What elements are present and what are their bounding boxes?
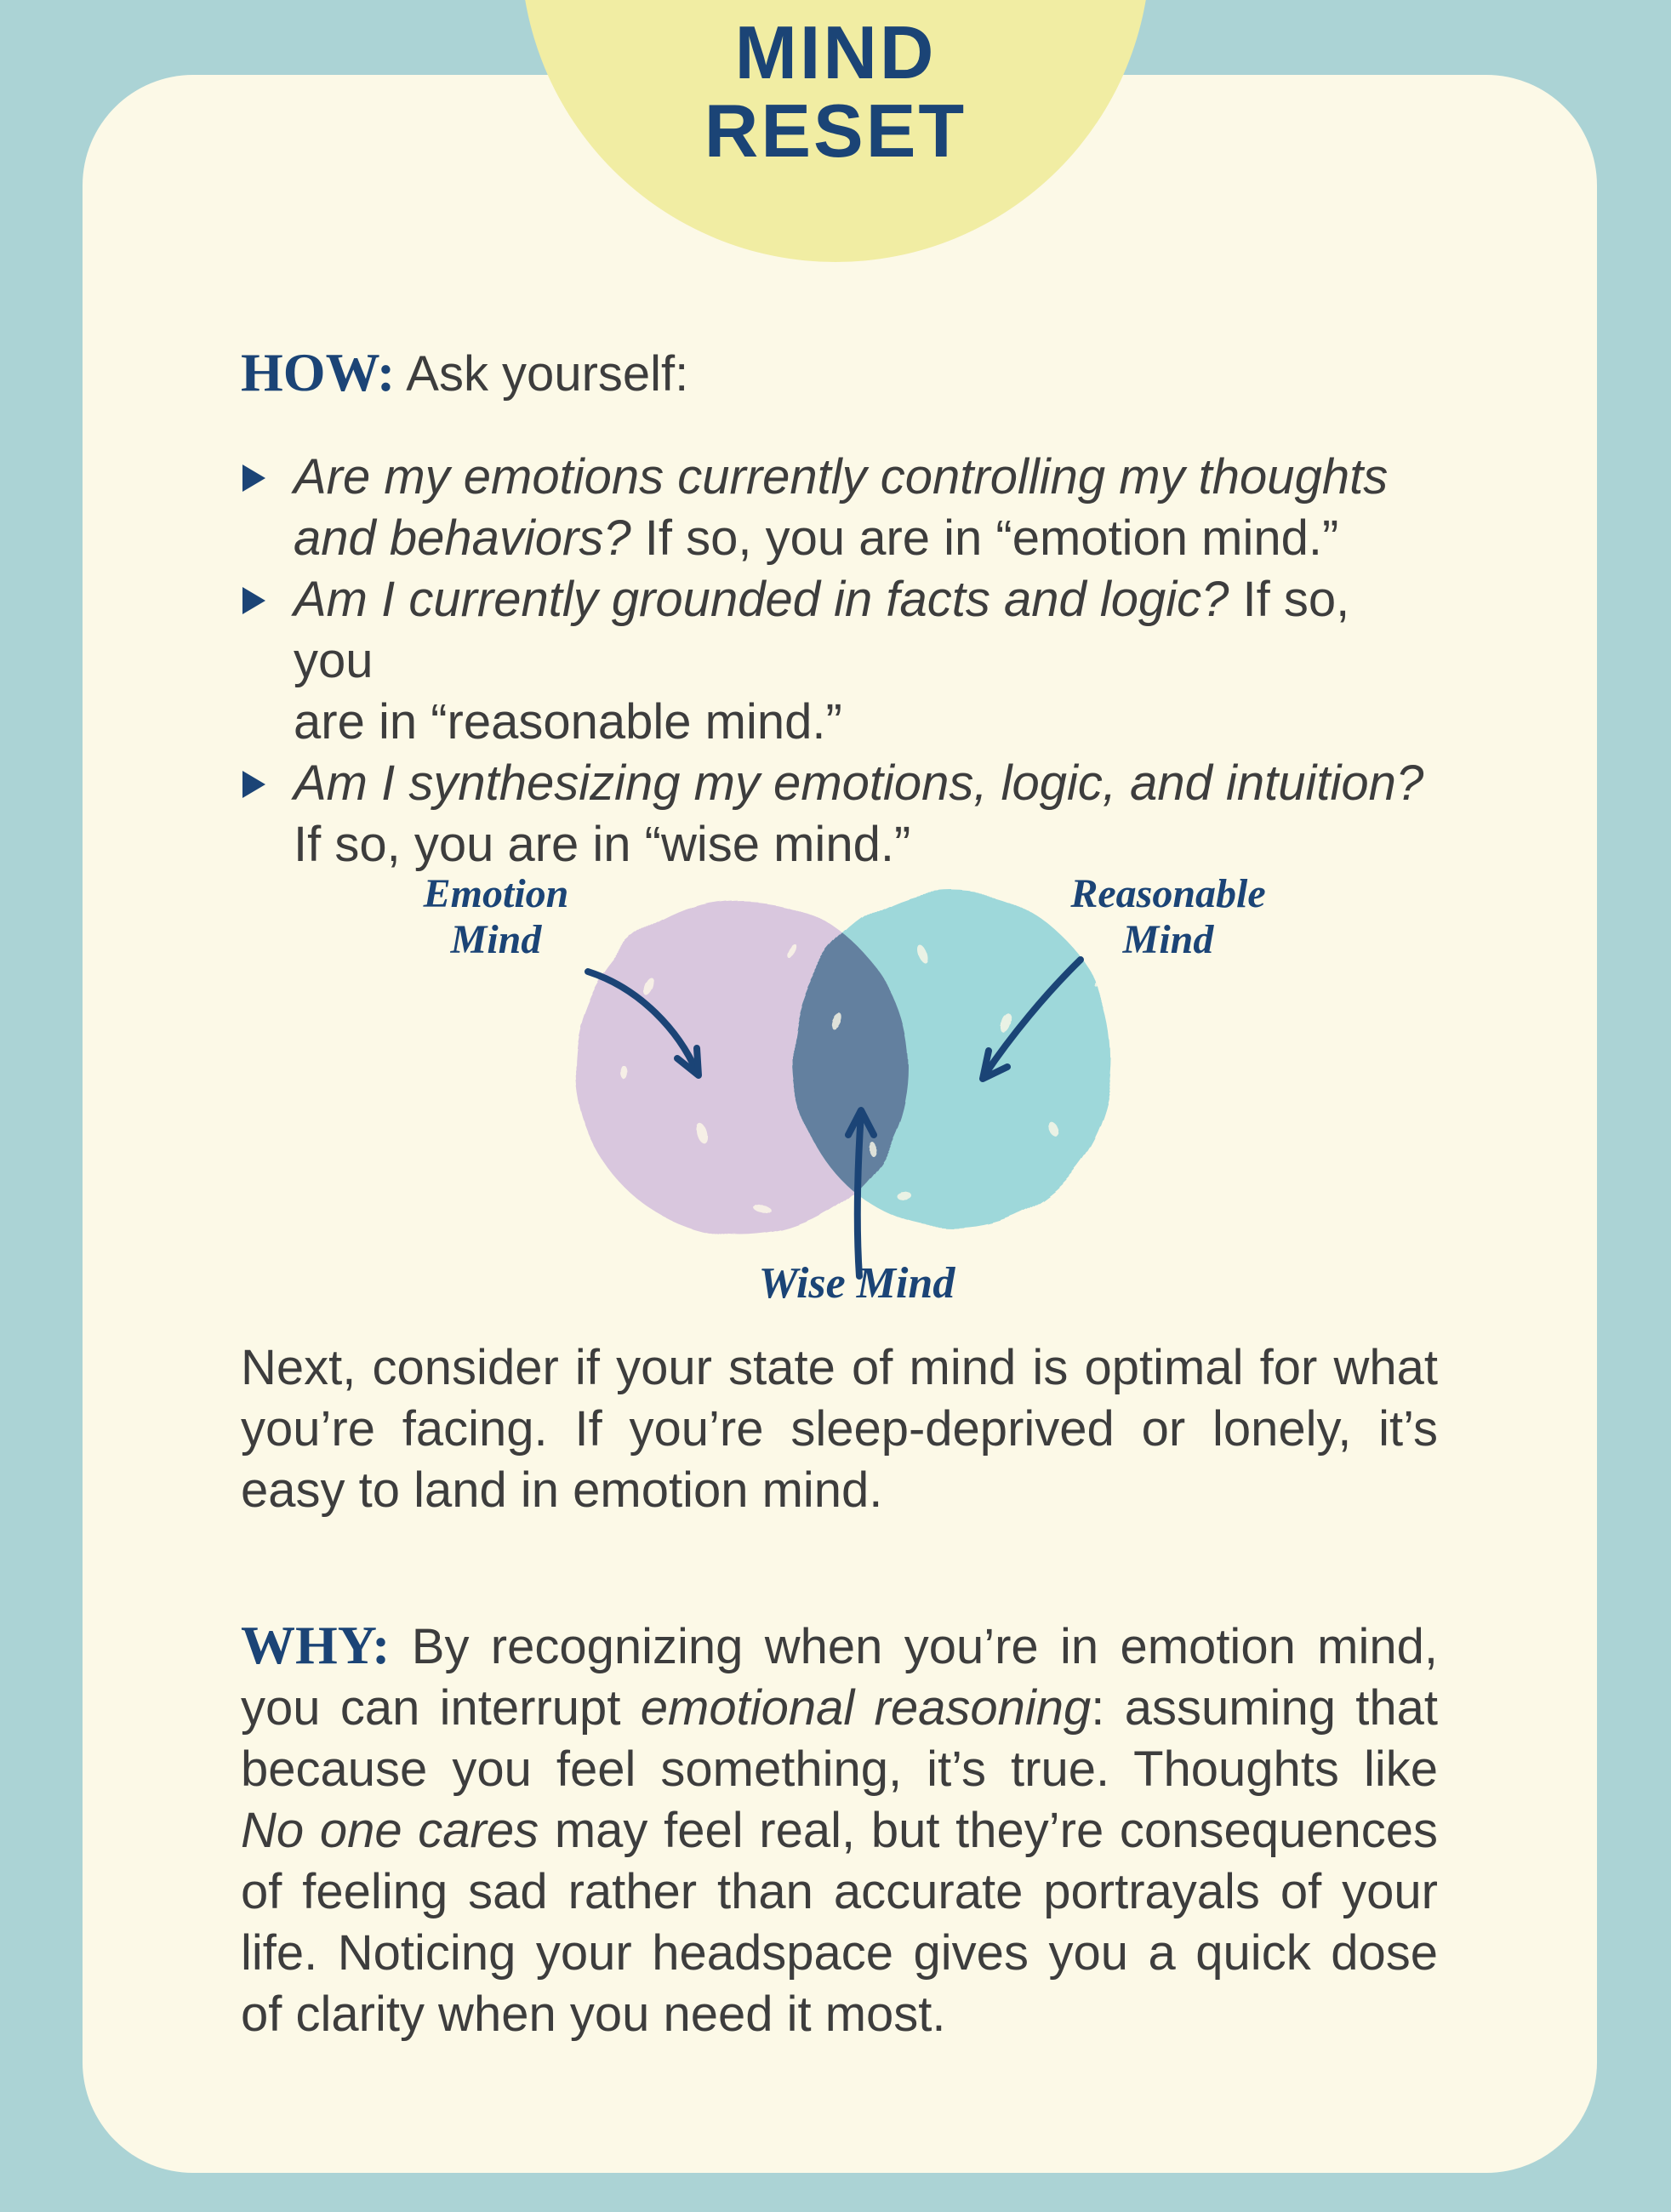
paragraph-line: of feeling sad rather than accurate portrayals of your bbox=[241, 1864, 1438, 1919]
venn-diagram bbox=[241, 851, 1438, 1340]
paragraph-line: Next, consider if your state of mind is optimal for what bbox=[241, 1340, 1438, 1395]
bullet-line: are in “reasonable mind.” bbox=[294, 694, 842, 750]
bullet-line: Are my emotions currently controlling my thoughts bbox=[294, 449, 1389, 505]
next-paragraph bbox=[241, 1337, 1438, 1521]
bullet-line: If so, you are in “wise mind.” bbox=[294, 817, 911, 872]
paragraph-line: because you feel something, it’s true. Thoughts like bbox=[241, 1742, 1438, 1797]
wise-mind-label: Wise Mind bbox=[758, 1259, 955, 1308]
page-title-line2: RESET bbox=[704, 88, 967, 173]
bullet-item-emotion-mind bbox=[241, 447, 1438, 569]
paragraph-line: you’re facing. If you’re sleep-deprived or lonely, it’s bbox=[241, 1401, 1438, 1457]
bullet-item-reasonable-mind bbox=[241, 569, 1438, 753]
bullet-triangle-icon bbox=[242, 587, 265, 614]
bullet-line: Am I currently grounded in facts and logic? If so, you bbox=[294, 572, 1350, 688]
reasonable-mind-label: Reasonable Mind bbox=[1070, 871, 1266, 962]
bullet-triangle-icon bbox=[242, 771, 265, 798]
bullet-triangle-icon bbox=[242, 465, 265, 492]
bullet-line: Am I synthesizing my emotions, logic, and intuition? bbox=[294, 755, 1424, 811]
why-paragraph bbox=[241, 1615, 1438, 2045]
paragraph-line: easy to land in emotion mind. bbox=[241, 1462, 883, 1518]
bullet-line: and behaviors? If so, you are in “emotion mind.” bbox=[294, 510, 1339, 566]
page-title bbox=[521, 10, 1150, 173]
paragraph-line: No one cares may feel real, but they’re consequences bbox=[241, 1803, 1438, 1858]
page-title-line1: MIND bbox=[734, 10, 937, 94]
emotion-mind-label: Emotion Mind bbox=[423, 871, 569, 962]
bullet-list bbox=[241, 447, 1438, 875]
how-heading: HOW: Ask yourself: bbox=[241, 342, 689, 402]
paragraph-line: life. Noticing your headspace gives you a quick dose bbox=[241, 1925, 1438, 1981]
paragraph-line: you can interrupt emotional reasoning: assuming that bbox=[241, 1680, 1439, 1736]
paragraph-line: WHY: By recognizing when you’re in emotion mind, bbox=[241, 1615, 1438, 1675]
paragraph-line: of clarity when you need it most. bbox=[241, 1987, 946, 2042]
